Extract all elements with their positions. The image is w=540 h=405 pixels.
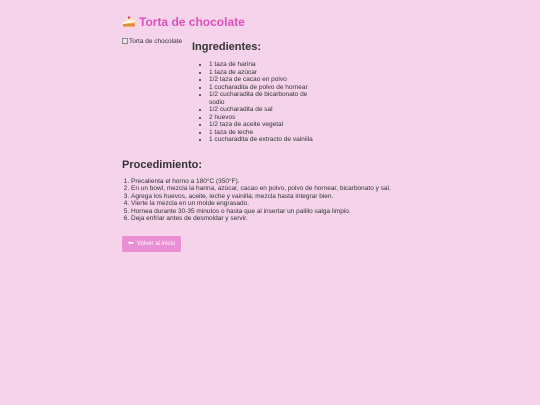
- recipe-image: [122, 37, 192, 144]
- procedure-heading: Procedimiento:: [122, 158, 203, 171]
- list-item: • 1/2 cucharadita de sal: [209, 106, 322, 114]
- recipe-content: [122, 14, 422, 252]
- ingredients-section: [192, 37, 322, 144]
- list-item: • 1 taza de harina: [209, 61, 322, 69]
- list-item: • 1/2 taza de cacao en polvo: [209, 76, 322, 84]
- page-title: [122, 14, 422, 30]
- back-to-home-button[interactable]: [122, 236, 181, 252]
- list-item: • 1/2 taza de aceite vegetal: [209, 121, 322, 129]
- list-item: 4. Vierte la mezcla en un molde engrasado.: [131, 200, 431, 208]
- cake-slice-icon: [122, 15, 136, 29]
- broken-image-icon: [122, 38, 128, 44]
- procedure-steps: [122, 178, 431, 223]
- list-item: • 1 cucharadita de extracto de vainilla: [209, 136, 322, 144]
- list-item: 1. Precalienta el horno a 180°C (350°F).: [131, 178, 431, 186]
- page-title-text: Torta de chocolate: [139, 15, 245, 29]
- procedure-section: [122, 158, 422, 223]
- list-item: • 1/2 cucharadita de bicarbonato de sodio: [209, 91, 322, 106]
- list-item: • 2 huevos: [209, 114, 322, 122]
- list-item: 3. Agrega los huevos, aceite, leche y vainilla; mezcla hasta integrar bien.: [131, 193, 431, 201]
- ingredients-heading: Ingredientes:: [192, 41, 262, 53]
- recipe-main-row: [122, 37, 422, 144]
- back-button-label: Volver al inicio: [136, 240, 176, 247]
- list-item: 2. En un bowl, mezcla la harina, azúcar, cacao en polvo, polvo de hornear, bicarbonato y sal.: [131, 185, 431, 193]
- list-item: • 1 cucharadita de polvo de hornear: [209, 84, 322, 92]
- list-item: • 1 taza de azúcar: [209, 69, 322, 77]
- list-item: 5. Hornea durante 30-35 minutos o hasta que al insertar un palillo salga limpio.: [131, 208, 431, 216]
- recipe-image-alt: Torta de chocolate: [129, 38, 183, 45]
- list-item: • 1 taza de leche: [209, 129, 322, 137]
- list-item: 6. Deja enfriar antes de desmoldar y servir.: [131, 215, 431, 223]
- arrow-left-icon: ⬅: [128, 240, 134, 247]
- ingredients-list: [192, 61, 322, 144]
